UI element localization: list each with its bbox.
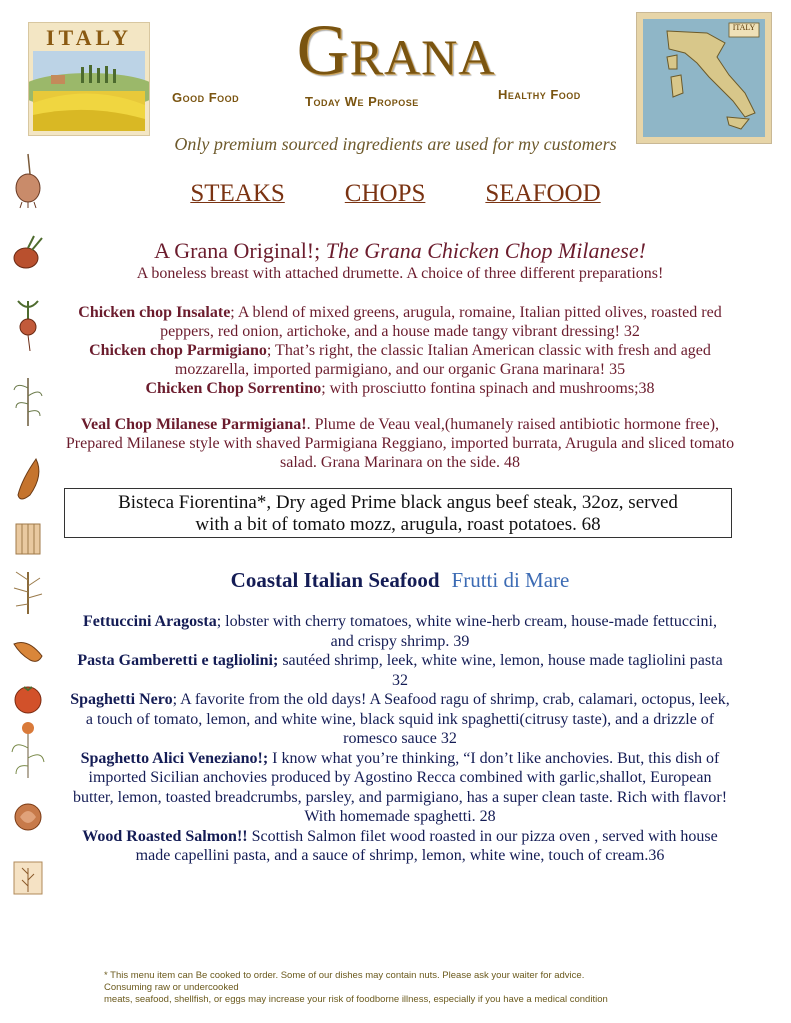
italy-logo-text: ITALY bbox=[45, 25, 133, 50]
original-title-italic: The Grana Chicken Chop Milanese! bbox=[325, 238, 646, 263]
tagline: Only premium sourced ingredients are used for my customers bbox=[174, 134, 617, 154]
item-desc: ; with prosciutto fontina spinach and mushrooms;38 bbox=[321, 380, 655, 397]
item-desc: sautéed shrimp, leek, white wine, lemon, house made tagliolini pasta 32 bbox=[278, 652, 723, 689]
item-desc: ; That’s right, the classic Italian American classic with fresh and aged mozzarella, imported parmigiano, and our organic Grana marinara! 35 bbox=[174, 342, 711, 378]
tag-center: Today We Propose bbox=[305, 94, 419, 109]
steak-line-2: with a bit of tomato mozz, arugula, roast potatoes. 68 bbox=[195, 514, 601, 535]
map-label: ITALY bbox=[732, 23, 756, 32]
item-name: Fettuccini Aragosta bbox=[82, 613, 217, 630]
menu-item-spaghetto-alici bbox=[70, 749, 730, 827]
footnote-line-1: * This menu item can Be cooked to order. Some of our dishes may contain nuts. Please ask your waiter for advice. bbox=[104, 970, 585, 981]
eggplant-icon bbox=[8, 455, 48, 503]
item-name: Chicken chop Insalate bbox=[78, 304, 231, 321]
item-name: Chicken chop Parmigiano bbox=[89, 342, 267, 359]
onion-icon bbox=[8, 150, 48, 210]
tag-right: Healthy Food bbox=[498, 87, 581, 102]
seafood-heading bbox=[60, 568, 740, 593]
grana-original-subtitle: A boneless breast with attached drumette. A choice of three different preparations! bbox=[136, 265, 664, 282]
category-chops: CHOPS bbox=[344, 180, 426, 207]
steak-line-1: Bisteca Fiorentina*, Dry aged Prime black angus beef steak, 32oz, served bbox=[118, 492, 678, 513]
item-name: Chicken Chop Sorrentino bbox=[145, 380, 322, 397]
menu-item-fettuccini-aragosta bbox=[70, 612, 730, 651]
italy-map-image bbox=[636, 12, 772, 144]
grain-icon bbox=[8, 518, 48, 558]
brand-logo: Grana bbox=[296, 10, 496, 90]
item-desc: ; lobster with cherry tomatoes, white wine-herb cream, house-made fettuccini, and crispy shrimp. 39 bbox=[216, 613, 717, 650]
menu-item-veal-chop bbox=[60, 415, 740, 472]
radish-icon bbox=[8, 295, 48, 355]
item-desc: . Plume de Veau veal,(humanely raised antibiotic hormone free), Prepared Milanese style with shaved Parmigiana Reggiano, imported burrata, Arugula and sliced tomato salad. Grana Marinara on the side. 48 bbox=[65, 416, 735, 471]
allergy-footnote bbox=[104, 970, 704, 1006]
menu-item-wood-roasted-salmon bbox=[70, 827, 730, 866]
cabbage-icon bbox=[8, 795, 48, 835]
corn-icon bbox=[8, 568, 48, 618]
item-desc: ; A blend of mixed greens, arugula, romaine, Italian pitted olives, roasted red peppers, red onion, artichoke, and a house made tangy vibrant dressing! 32 bbox=[160, 304, 722, 340]
flower-herb-icon bbox=[8, 718, 48, 780]
item-name: Wood Roasted Salmon!! bbox=[82, 827, 248, 845]
item-name: Veal Chop Milanese Parmigiana! bbox=[80, 416, 307, 433]
category-heading bbox=[0, 180, 791, 208]
category-seafood: SEAFOOD bbox=[485, 180, 601, 207]
item-name: Spaghetto Alici Veneziano!; bbox=[80, 749, 269, 767]
item-desc: ; A favorite from the old days! A Seafood ragu of shrimp, crab, calamari, octopus, leek, a touch of tomato, lemon, and white wine, black squid ink spaghetti(citrusy taste), and a drizzle of romesco sauce 32 bbox=[85, 691, 730, 747]
footnote-line-3: meats, seafood, shellfish, or eggs may increase your risk of foodborne illness, especially if you have a medical condition bbox=[104, 994, 608, 1005]
pepper-icon bbox=[8, 630, 48, 670]
item-desc: I know what you’re thinking, “I don’t like anchovies. But, this dish of imported Sicilian anchovies produced by Agostino Recca combined with garlic,shallot, European butter, lemon, toasted breadcrumbs, parsley, and parmigiano, has a super clean taste. Rich with flavor! With homemade spaghetti. 28 bbox=[72, 749, 728, 825]
chicken-chop-list bbox=[60, 303, 740, 398]
item-name: Spaghetti Nero bbox=[70, 691, 173, 708]
menu-item-chicken-parmigiano bbox=[60, 341, 740, 379]
menu-item-chicken-sorrentino bbox=[60, 379, 740, 398]
tag-left: Good Food bbox=[172, 90, 240, 105]
wheat-icon bbox=[8, 858, 48, 898]
menu-item-spaghetti-nero bbox=[70, 690, 730, 749]
item-name: Pasta Gamberetti e tagliolini; bbox=[77, 652, 279, 669]
category-steaks: STEAKS bbox=[190, 180, 285, 207]
beet-icon bbox=[8, 232, 48, 272]
grana-original-title bbox=[60, 238, 740, 264]
footnote-line-2: Consuming raw or undercooked bbox=[104, 982, 239, 993]
original-title-plain: A Grana Original!; bbox=[154, 238, 326, 263]
italy-landscape-logo bbox=[28, 22, 150, 136]
seafood-subtitle: Frutti di Mare bbox=[451, 568, 570, 592]
tomato-icon bbox=[8, 678, 48, 718]
seafood-title: Coastal Italian Seafood bbox=[230, 568, 440, 592]
item-desc: Scottish Salmon filet wood roasted in our pizza oven , served with house made capellini pasta, and a sauce of shrimp, lemon, white wine, touch of cream.36 bbox=[135, 827, 718, 864]
menu-item-chicken-insalate bbox=[60, 303, 740, 341]
steak-special-box bbox=[64, 488, 732, 538]
herb-icon bbox=[8, 368, 48, 428]
menu-item-pasta-gamberetti bbox=[70, 651, 730, 690]
seafood-list bbox=[70, 612, 730, 866]
